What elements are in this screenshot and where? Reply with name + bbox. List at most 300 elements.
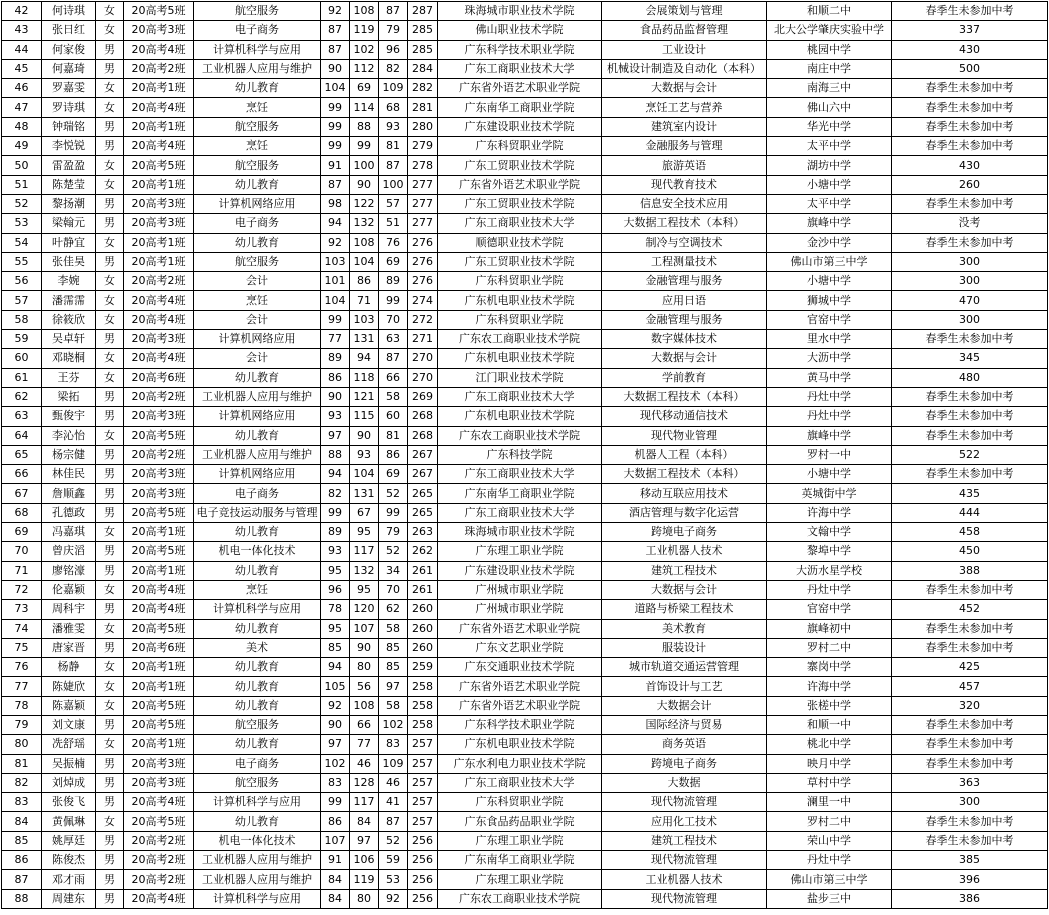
- cell-score-3: 69: [379, 465, 408, 484]
- cell-middle-exam-score: 430: [892, 156, 1048, 175]
- cell-college: 广东科贸职业学院: [438, 137, 602, 156]
- cell-admitted-major: 学前教育: [602, 368, 767, 387]
- cell-major: 烹饪: [194, 98, 321, 117]
- cell-middle-exam-score: 480: [892, 368, 1048, 387]
- cell-college: 广东省外语艺术职业学院: [438, 175, 602, 194]
- cell-total-score: 276: [408, 233, 438, 252]
- cell-student-name: 李婉: [42, 272, 96, 291]
- cell-score-3: 34: [379, 561, 408, 580]
- cell-rank: 87: [2, 870, 42, 889]
- cell-score-3: 87: [379, 156, 408, 175]
- cell-total-score: 256: [408, 870, 438, 889]
- cell-admitted-major: 大数据工程技术（本科）: [602, 465, 767, 484]
- cell-total-score: 268: [408, 407, 438, 426]
- cell-score-2: 114: [350, 98, 379, 117]
- table-row: [2, 214, 1048, 233]
- cell-major: 电子商务: [194, 21, 321, 40]
- cell-score-3: 93: [379, 117, 408, 136]
- cell-rank: 46: [2, 79, 42, 98]
- cell-major: 计算机网络应用: [194, 330, 321, 349]
- cell-total-score: 256: [408, 889, 438, 908]
- cell-score-3: 87: [379, 2, 408, 21]
- cell-gender: 男: [96, 407, 124, 426]
- cell-major: 计算机网络应用: [194, 465, 321, 484]
- cell-major: 会计: [194, 349, 321, 368]
- cell-student-name: 梁拓: [42, 387, 96, 406]
- cell-middle-school: 太平中学: [767, 194, 892, 213]
- cell-middle-school: 英城街中学: [767, 484, 892, 503]
- cell-score-1: 94: [321, 658, 350, 677]
- cell-student-name: 唐家晋: [42, 638, 96, 657]
- cell-score-3: 58: [379, 387, 408, 406]
- cell-major: 幼儿教育: [194, 677, 321, 696]
- admission-results-table: [1, 1, 1048, 909]
- cell-middle-school: 丹灶中学: [767, 407, 892, 426]
- cell-student-name: 罗嘉雯: [42, 79, 96, 98]
- cell-major: 机电一体化技术: [194, 831, 321, 850]
- cell-score-1: 101: [321, 272, 350, 291]
- cell-gender: 女: [96, 580, 124, 599]
- cell-admitted-major: 制冷与空调技术: [602, 233, 767, 252]
- cell-middle-exam-score: 300: [892, 272, 1048, 291]
- cell-middle-exam-score: 435: [892, 484, 1048, 503]
- cell-rank: 65: [2, 445, 42, 464]
- table-row: [2, 426, 1048, 445]
- table-row: [2, 117, 1048, 136]
- cell-middle-exam-score: 458: [892, 523, 1048, 542]
- cell-gender: 女: [96, 677, 124, 696]
- cell-middle-school: 小塘中学: [767, 175, 892, 194]
- cell-total-score: 265: [408, 503, 438, 522]
- cell-score-3: 66: [379, 368, 408, 387]
- cell-total-score: 287: [408, 2, 438, 21]
- cell-class: 20高考2班: [124, 387, 194, 406]
- cell-class: 20高考1班: [124, 252, 194, 271]
- cell-gender: 男: [96, 638, 124, 657]
- cell-total-score: 257: [408, 793, 438, 812]
- cell-middle-exam-score: 春季生未参加中考: [892, 831, 1048, 850]
- cell-college: 广东工商职业技术大学: [438, 503, 602, 522]
- cell-class: 20高考4班: [124, 580, 194, 599]
- cell-middle-exam-score: 385: [892, 851, 1048, 870]
- cell-rank: 45: [2, 59, 42, 78]
- cell-middle-school: 小塘中学: [767, 465, 892, 484]
- cell-major: 幼儿教育: [194, 561, 321, 580]
- cell-gender: 女: [96, 812, 124, 831]
- cell-student-name: 黎扬潮: [42, 194, 96, 213]
- cell-middle-exam-score: 没考: [892, 214, 1048, 233]
- cell-total-score: 268: [408, 426, 438, 445]
- cell-score-1: 95: [321, 619, 350, 638]
- cell-middle-school: 金沙中学: [767, 233, 892, 252]
- cell-gender: 男: [96, 330, 124, 349]
- cell-rank: 47: [2, 98, 42, 117]
- cell-middle-exam-score: 春季生未参加中考: [892, 98, 1048, 117]
- cell-score-1: 83: [321, 773, 350, 792]
- cell-gender: 男: [96, 59, 124, 78]
- cell-college: 广东食品药品职业学院: [438, 812, 602, 831]
- cell-major: 机电一体化技术: [194, 542, 321, 561]
- cell-admitted-major: 机器人工程（本科）: [602, 445, 767, 464]
- cell-middle-exam-score: 470: [892, 291, 1048, 310]
- cell-rank: 48: [2, 117, 42, 136]
- table-row: [2, 233, 1048, 252]
- cell-middle-school: 南庄中学: [767, 59, 892, 78]
- cell-college: 广东机电职业技术学院: [438, 349, 602, 368]
- cell-college: 广州城市职业学院: [438, 600, 602, 619]
- cell-gender: 女: [96, 21, 124, 40]
- table-row: [2, 79, 1048, 98]
- cell-college: 广东工商职业技术大学: [438, 773, 602, 792]
- cell-major: 航空服务: [194, 252, 321, 271]
- cell-rank: 42: [2, 2, 42, 21]
- cell-class: 20高考5班: [124, 2, 194, 21]
- cell-middle-exam-score: 春季生未参加中考: [892, 754, 1048, 773]
- cell-student-name: 张俊飞: [42, 793, 96, 812]
- cell-college: 广东工贸职业技术学院: [438, 252, 602, 271]
- cell-score-2: 95: [350, 580, 379, 599]
- table-row: [2, 368, 1048, 387]
- cell-middle-exam-score: 春季生未参加中考: [892, 426, 1048, 445]
- cell-college: 广东省外语艺术职业学院: [438, 619, 602, 638]
- cell-college: 佛山职业技术学院: [438, 21, 602, 40]
- cell-admitted-major: 信息安全技术应用: [602, 194, 767, 213]
- cell-score-2: 120: [350, 600, 379, 619]
- table-row: [2, 870, 1048, 889]
- cell-class: 20高考2班: [124, 445, 194, 464]
- cell-total-score: 256: [408, 831, 438, 850]
- cell-rank: 85: [2, 831, 42, 850]
- cell-score-1: 90: [321, 387, 350, 406]
- cell-class: 20高考5班: [124, 503, 194, 522]
- cell-college: 广东建设职业技术学院: [438, 117, 602, 136]
- cell-admitted-major: 道路与桥梁工程技术: [602, 600, 767, 619]
- cell-college: 广东省外语艺术职业学院: [438, 677, 602, 696]
- cell-major: 电子竞技运动服务与管理: [194, 503, 321, 522]
- cell-student-name: 刘文康: [42, 715, 96, 734]
- cell-gender: 男: [96, 194, 124, 213]
- cell-middle-school: 黎埠中学: [767, 542, 892, 561]
- cell-class: 20高考4班: [124, 291, 194, 310]
- cell-score-3: 81: [379, 426, 408, 445]
- cell-score-2: 132: [350, 214, 379, 233]
- cell-score-1: 99: [321, 137, 350, 156]
- cell-student-name: 詹顺鑫: [42, 484, 96, 503]
- table-row: [2, 580, 1048, 599]
- cell-score-3: 41: [379, 793, 408, 812]
- cell-score-3: 62: [379, 600, 408, 619]
- cell-middle-exam-score: 388: [892, 561, 1048, 580]
- cell-gender: 男: [96, 793, 124, 812]
- cell-score-1: 95: [321, 561, 350, 580]
- table-row: [2, 542, 1048, 561]
- cell-middle-school: 旗峰初中: [767, 619, 892, 638]
- cell-score-1: 87: [321, 21, 350, 40]
- table-row: [2, 735, 1048, 754]
- cell-college: 广东理工职业学院: [438, 831, 602, 850]
- cell-middle-exam-score: 337: [892, 21, 1048, 40]
- cell-total-score: 259: [408, 658, 438, 677]
- cell-rank: 79: [2, 715, 42, 734]
- cell-college: 广东科贸职业学院: [438, 310, 602, 329]
- cell-score-1: 97: [321, 426, 350, 445]
- cell-score-3: 46: [379, 773, 408, 792]
- cell-middle-exam-score: 春季生未参加中考: [892, 387, 1048, 406]
- cell-admitted-major: 现代物流管理: [602, 889, 767, 908]
- cell-admitted-major: 跨境电子商务: [602, 754, 767, 773]
- cell-admitted-major: 现代教育技术: [602, 175, 767, 194]
- cell-gender: 女: [96, 349, 124, 368]
- cell-student-name: 张佳昊: [42, 252, 96, 271]
- table-row: [2, 851, 1048, 870]
- cell-score-3: 99: [379, 503, 408, 522]
- cell-score-3: 59: [379, 851, 408, 870]
- cell-major: 幼儿教育: [194, 233, 321, 252]
- cell-major: 计算机科学与应用: [194, 793, 321, 812]
- cell-gender: 女: [96, 233, 124, 252]
- cell-rank: 64: [2, 426, 42, 445]
- cell-gender: 男: [96, 445, 124, 464]
- cell-rank: 62: [2, 387, 42, 406]
- cell-major: 工业机器人应用与维护: [194, 59, 321, 78]
- cell-student-name: 罗诗琪: [42, 98, 96, 117]
- cell-major: 计算机网络应用: [194, 407, 321, 426]
- cell-class: 20高考3班: [124, 465, 194, 484]
- cell-admitted-major: 国际经济与贸易: [602, 715, 767, 734]
- cell-admitted-major: 现代物业管理: [602, 426, 767, 445]
- cell-total-score: 284: [408, 59, 438, 78]
- cell-middle-school: 官窑中学: [767, 600, 892, 619]
- cell-admitted-major: 食品药品监督管理: [602, 21, 767, 40]
- cell-score-2: 119: [350, 21, 379, 40]
- cell-total-score: 258: [408, 677, 438, 696]
- cell-middle-school: 大沥水星学校: [767, 561, 892, 580]
- cell-rank: 76: [2, 658, 42, 677]
- cell-rank: 56: [2, 272, 42, 291]
- cell-admitted-major: 工程测量技术: [602, 252, 767, 271]
- cell-admitted-major: 建筑工程技术: [602, 831, 767, 850]
- cell-rank: 53: [2, 214, 42, 233]
- cell-total-score: 277: [408, 214, 438, 233]
- cell-student-name: 何嘉琦: [42, 59, 96, 78]
- cell-middle-exam-score: 396: [892, 870, 1048, 889]
- cell-middle-exam-score: 363: [892, 773, 1048, 792]
- cell-class: 20高考5班: [124, 156, 194, 175]
- cell-score-1: 86: [321, 812, 350, 831]
- cell-class: 20高考4班: [124, 600, 194, 619]
- cell-middle-school: 狮城中学: [767, 291, 892, 310]
- cell-score-1: 105: [321, 677, 350, 696]
- cell-middle-school: 张槎中学: [767, 696, 892, 715]
- cell-gender: 男: [96, 889, 124, 908]
- cell-middle-exam-score: 春季生未参加中考: [892, 465, 1048, 484]
- cell-score-3: 68: [379, 98, 408, 117]
- cell-total-score: 258: [408, 715, 438, 734]
- cell-major: 烹饪: [194, 137, 321, 156]
- cell-gender: 男: [96, 137, 124, 156]
- cell-rank: 68: [2, 503, 42, 522]
- cell-total-score: 267: [408, 465, 438, 484]
- cell-admitted-major: 工业设计: [602, 40, 767, 59]
- cell-class: 20高考5班: [124, 715, 194, 734]
- cell-middle-school: 小塘中学: [767, 272, 892, 291]
- table-row: [2, 503, 1048, 522]
- cell-score-2: 108: [350, 696, 379, 715]
- cell-student-name: 廖铭濠: [42, 561, 96, 580]
- cell-class: 20高考1班: [124, 561, 194, 580]
- cell-score-2: 108: [350, 233, 379, 252]
- cell-college: 广东理工职业学院: [438, 870, 602, 889]
- cell-class: 20高考2班: [124, 851, 194, 870]
- table-row: [2, 21, 1048, 40]
- cell-admitted-major: 建筑工程技术: [602, 561, 767, 580]
- cell-gender: 男: [96, 117, 124, 136]
- cell-admitted-major: 商务英语: [602, 735, 767, 754]
- cell-class: 20高考3班: [124, 754, 194, 773]
- cell-rank: 71: [2, 561, 42, 580]
- cell-student-name: 梁翰元: [42, 214, 96, 233]
- cell-total-score: 257: [408, 754, 438, 773]
- cell-student-name: 甄俊宇: [42, 407, 96, 426]
- cell-college: 广东机电职业技术学院: [438, 291, 602, 310]
- cell-score-2: 100: [350, 156, 379, 175]
- cell-gender: 女: [96, 523, 124, 542]
- cell-middle-school: 罗村一中: [767, 445, 892, 464]
- cell-rank: 86: [2, 851, 42, 870]
- cell-student-name: 姚厚廷: [42, 831, 96, 850]
- cell-gender: 男: [96, 387, 124, 406]
- cell-rank: 70: [2, 542, 42, 561]
- cell-rank: 55: [2, 252, 42, 271]
- cell-score-3: 58: [379, 696, 408, 715]
- cell-middle-exam-score: 春季生未参加中考: [892, 2, 1048, 21]
- table-row: [2, 272, 1048, 291]
- cell-middle-school: 华光中学: [767, 117, 892, 136]
- table-row: [2, 658, 1048, 677]
- cell-class: 20高考5班: [124, 619, 194, 638]
- cell-score-2: 80: [350, 658, 379, 677]
- cell-middle-exam-score: 春季生未参加中考: [892, 715, 1048, 734]
- cell-score-2: 84: [350, 812, 379, 831]
- cell-score-1: 107: [321, 831, 350, 850]
- cell-major: 会计: [194, 310, 321, 329]
- cell-middle-exam-score: 320: [892, 696, 1048, 715]
- table-row: [2, 754, 1048, 773]
- cell-rank: 73: [2, 600, 42, 619]
- cell-middle-school: 许海中学: [767, 503, 892, 522]
- cell-rank: 83: [2, 793, 42, 812]
- cell-gender: 女: [96, 2, 124, 21]
- cell-total-score: 261: [408, 561, 438, 580]
- table-row: [2, 137, 1048, 156]
- cell-student-name: 王芬: [42, 368, 96, 387]
- cell-gender: 男: [96, 851, 124, 870]
- cell-gender: 男: [96, 773, 124, 792]
- cell-student-name: 雷盈盈: [42, 156, 96, 175]
- cell-college: 广东机电职业技术学院: [438, 407, 602, 426]
- table-row: [2, 291, 1048, 310]
- cell-class: 20高考1班: [124, 79, 194, 98]
- cell-middle-exam-score: 春季生未参加中考: [892, 407, 1048, 426]
- cell-score-1: 97: [321, 735, 350, 754]
- cell-class: 20高考3班: [124, 214, 194, 233]
- cell-middle-exam-score: 春季生未参加中考: [892, 735, 1048, 754]
- cell-admitted-major: 会展策划与管理: [602, 2, 767, 21]
- cell-major: 幼儿教育: [194, 696, 321, 715]
- cell-score-1: 85: [321, 638, 350, 657]
- table-row: [2, 715, 1048, 734]
- cell-gender: 女: [96, 619, 124, 638]
- cell-middle-school: 旗峰中学: [767, 426, 892, 445]
- cell-admitted-major: 大数据: [602, 773, 767, 792]
- cell-student-name: 杨宗健: [42, 445, 96, 464]
- cell-total-score: 269: [408, 387, 438, 406]
- cell-major: 烹饪: [194, 580, 321, 599]
- table-row: [2, 561, 1048, 580]
- cell-middle-school: 佛山市第三中学: [767, 870, 892, 889]
- table-row: [2, 696, 1048, 715]
- cell-gender: 女: [96, 310, 124, 329]
- cell-total-score: 279: [408, 137, 438, 156]
- cell-gender: 男: [96, 214, 124, 233]
- cell-student-name: 何诗琪: [42, 2, 96, 21]
- cell-student-name: 伦嘉颖: [42, 580, 96, 599]
- cell-middle-school: 丹灶中学: [767, 851, 892, 870]
- cell-total-score: 270: [408, 349, 438, 368]
- table-row: [2, 793, 1048, 812]
- cell-college: 珠海城市职业技术学院: [438, 523, 602, 542]
- cell-rank: 52: [2, 194, 42, 213]
- cell-score-3: 82: [379, 59, 408, 78]
- cell-middle-school: 盐步三中: [767, 889, 892, 908]
- cell-rank: 50: [2, 156, 42, 175]
- cell-college: 广东农工商职业技术学院: [438, 330, 602, 349]
- cell-class: 20高考6班: [124, 368, 194, 387]
- cell-middle-school: 荣山中学: [767, 831, 892, 850]
- cell-admitted-major: 数字媒体技术: [602, 330, 767, 349]
- cell-middle-school: 映月中学: [767, 754, 892, 773]
- cell-gender: 男: [96, 754, 124, 773]
- cell-student-name: 黄佩琳: [42, 812, 96, 831]
- cell-gender: 男: [96, 600, 124, 619]
- table-row: [2, 407, 1048, 426]
- cell-middle-exam-score: 春季生未参加中考: [892, 330, 1048, 349]
- table-row: [2, 677, 1048, 696]
- cell-admitted-major: 金融管理与服务: [602, 310, 767, 329]
- cell-rank: 58: [2, 310, 42, 329]
- cell-rank: 63: [2, 407, 42, 426]
- cell-score-2: 112: [350, 59, 379, 78]
- cell-middle-school: 旗峰中学: [767, 214, 892, 233]
- cell-score-1: 88: [321, 445, 350, 464]
- table-row: [2, 831, 1048, 850]
- cell-class: 20高考3班: [124, 773, 194, 792]
- cell-major: 工业机器人应用与维护: [194, 445, 321, 464]
- cell-score-1: 104: [321, 79, 350, 98]
- cell-major: 美术: [194, 638, 321, 657]
- cell-score-1: 99: [321, 310, 350, 329]
- cell-total-score: 257: [408, 735, 438, 754]
- cell-student-name: 陈婕欣: [42, 677, 96, 696]
- table-row: [2, 156, 1048, 175]
- cell-major: 计算机科学与应用: [194, 40, 321, 59]
- cell-admitted-major: 烹饪工艺与营养: [602, 98, 767, 117]
- cell-score-2: 103: [350, 310, 379, 329]
- cell-score-2: 115: [350, 407, 379, 426]
- cell-rank: 51: [2, 175, 42, 194]
- cell-student-name: 张日红: [42, 21, 96, 40]
- cell-class: 20高考4班: [124, 310, 194, 329]
